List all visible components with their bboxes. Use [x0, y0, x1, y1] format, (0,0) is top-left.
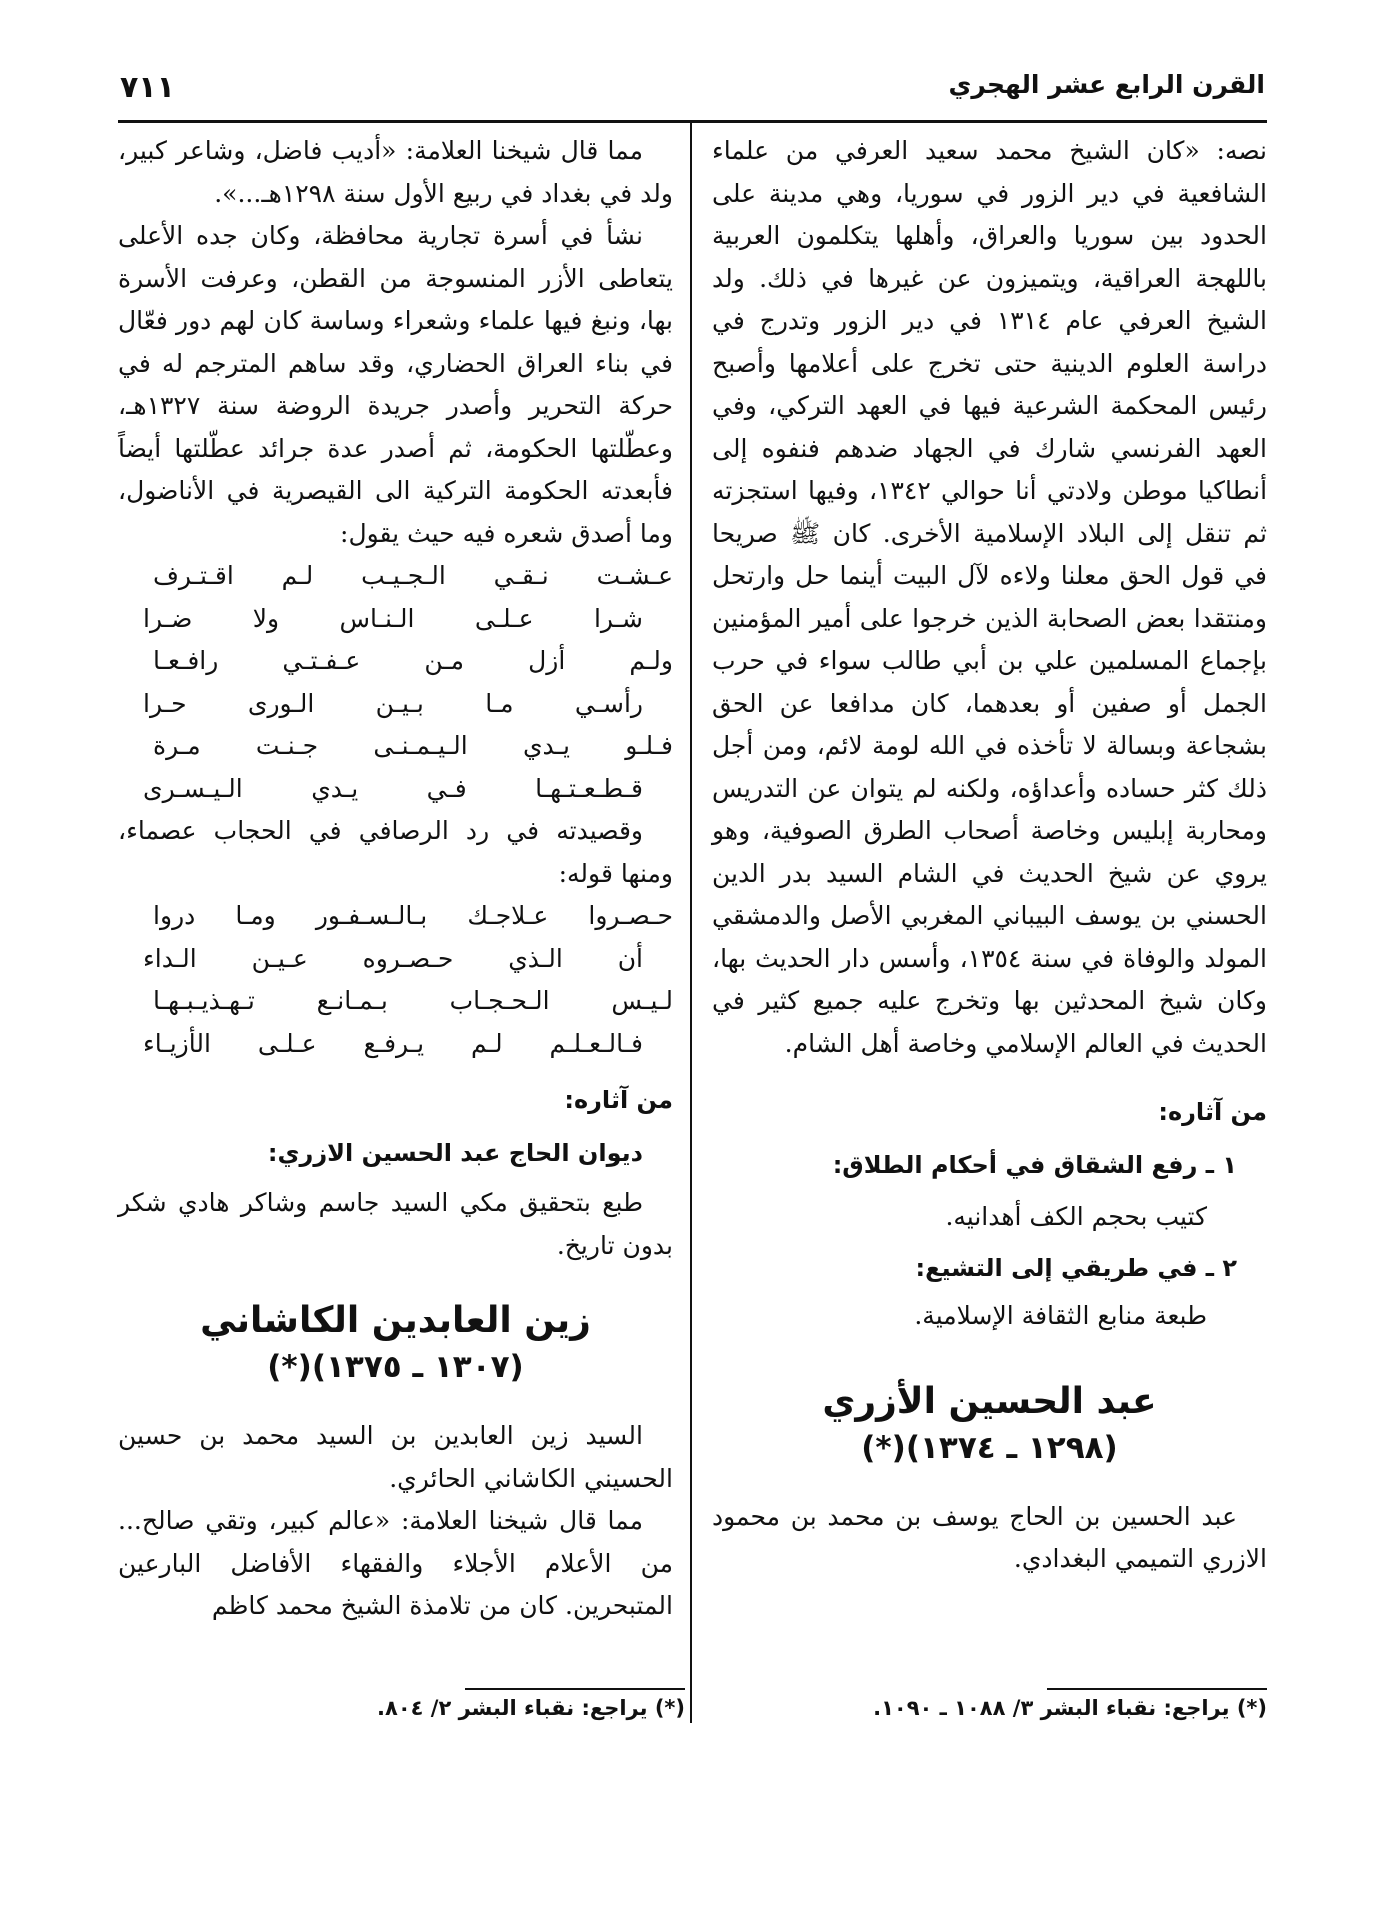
left-column	[118, 130, 673, 1628]
poem-1-line-5	[153, 725, 673, 768]
running-header-title: القرن الرابع عشر الهجري	[948, 70, 1265, 99]
poem-2-line-4	[143, 1023, 673, 1066]
verse-word: بـيـن	[375, 688, 424, 718]
verse-word: مـا	[485, 688, 514, 718]
verse-word: عـلـى	[474, 603, 534, 633]
left-works-heading: من آثاره:	[564, 1086, 673, 1114]
column-divider	[690, 123, 692, 1723]
verse-word: ضـرا	[143, 603, 193, 633]
left-work-note: طبع بتحقيق مكي السيد جاسم وشاكر هادي شكر بدون تاريخ.	[118, 1188, 673, 1260]
verse-word: مـرة	[153, 731, 201, 760]
right-works-heading: من آثاره:	[1158, 1098, 1267, 1126]
right-work-2-title: ٢ ـ في طريقي إلى التشيع:	[915, 1253, 1237, 1282]
left-paragraph-3: وقصيدته في رد الرصافي في الحجاب عصماء، ومنها قوله:	[118, 816, 673, 888]
page-number: ٧١١	[120, 70, 175, 105]
verse-word: ولـم	[629, 646, 673, 675]
verse-word: الـورى	[247, 688, 315, 718]
poem-1-line-1	[153, 555, 673, 598]
verse-word: رافـعـا	[153, 646, 219, 675]
poem-2-line-3	[153, 980, 673, 1023]
left-bio-paragraph-1: السيد زين العابدين بن السيد محمد بن حسين الحسيني الكاشاني الحائري.	[118, 1421, 673, 1493]
right-work-2-note: طبعة منابع الثقافة الإسلامية.	[914, 1301, 1207, 1330]
verse-word: الـجـيـب	[361, 561, 446, 590]
verse-word: حـصـروه	[362, 943, 454, 973]
poem-2	[118, 895, 673, 1065]
footnote-right: (*) يراجع: نقباء البشر ٣/ ١٠٨٨ ـ ١٠٩٠.	[873, 1696, 1267, 1720]
verse-word: ومـا	[235, 901, 276, 930]
verse-word: الـداء	[143, 943, 197, 973]
verse-word: يـرفـع	[363, 1028, 425, 1058]
verse-word: الـذي	[508, 943, 563, 973]
verse-word: الـيـمـنـى	[373, 731, 468, 760]
verse-word: مـن	[424, 646, 465, 675]
verse-word: حـصـروا	[588, 901, 673, 930]
verse-word: عـلاجـك	[467, 901, 549, 930]
left-work-title: ديوان الحاج عبد الحسين الازري:	[267, 1138, 643, 1167]
verse-word: تـهـذيـبـهـا	[153, 986, 255, 1015]
verse-word: قـطـعـتـهـا	[535, 773, 643, 803]
left-paragraph-2: نشأ في أسرة تجارية محافظة، وكان جده الأعلى يتعاطى الأزر المنسوجة من القطن، وعرفت الأسرة بها، ونبغ فيها علماء وشعراء وساسة كان لهم دور فعّال في بناء العراق الحضاري، وقد ساهم المترجم له في حركة التحرير وأصدر جريدة الروضة سنة ١٣٢٧هـ، وعطّلتها الحكومة، ثم أصدر عدة جرائد عطّلتها أيضاً فأبعدته الحكومة التركية الى القيصرية في الأناضول، وما أصدق شعره فيه حيث يقول:	[118, 221, 673, 548]
right-bio-years: (١٢٩٨ ـ ١٣٧٤)(*)	[861, 1429, 1118, 1466]
poem-1-line-2	[143, 598, 673, 641]
verse-word: فـالـعـلـم	[549, 1028, 643, 1058]
header-rule	[118, 120, 1267, 123]
poem-2-line-1	[153, 895, 673, 938]
left-paragraph-1: مما قال شيخنا العلامة: «أديب فاضل، وشاعر كبير، ولد في بغداد في ربيع الأول سنة ١٢٩٨هـ...».	[118, 136, 673, 208]
right-column	[712, 130, 1267, 1581]
poem-1-line-4	[143, 683, 673, 726]
verse-word: اقـتـرف	[153, 561, 234, 590]
left-bio-title: زين العابدين الكاشاني	[200, 1300, 591, 1341]
verse-word: لـم	[281, 561, 314, 590]
verse-word: يـدي	[311, 773, 359, 803]
verse-word: فـي	[426, 773, 467, 803]
verse-word: عـيـن	[251, 943, 308, 973]
right-bio-paragraph: عبد الحسين بن الحاج يوسف بن محمد بن محمود الازري التميمي البغدادي.	[712, 1501, 1267, 1573]
verse-word: لـيـس	[611, 986, 673, 1015]
verse-word: بـمـانـع	[316, 986, 388, 1015]
right-work-1-note: كتيب بحجم الكف أهدانيه.	[945, 1202, 1207, 1231]
verse-word: بـالـسـفـور	[315, 901, 428, 930]
verse-word: عـلـى	[257, 1028, 317, 1058]
right-paragraph-1: نصه: «كان الشيخ محمد سعيد العرفي من علماء الشافعية في دير الزور في سوريا، وهي مدينة على الحدود بين سوريا والعراق، وأهلها يتكلمون العربية باللهجة العراقية، ويتميزون عن غيرها في ذلك. ولد الشيخ العرفي عام ١٣١٤ في دير الزور وتدرج في دراسة العلوم الدينية حتى تخرج على أعلامها وأصبح رئيس المحكمة الشرعية فيها في العهد التركي، وفي العهد الفرنسي شارك في الجهاد ضدهم فنفوه إلى أنطاكيا موطن ولادتي أنا حوالي ١٣٤٢، وفيها استجزته ثم تنقل إلى البلاد الإسلامية الأخرى. كان ﷺ صريحا في قول الحق معلنا ولاءه لآل البيت أينما حل وارتحل ومنتقدا بعض الصحابة الذين خرجوا على أمير المؤمنين بإجماع المسلمين علي بن أبي طالب سواء في حرب الجمل أو صفين أو بعدهما، كان مدافعا عن الحق بشجاعة وبسالة لا تأخذه في الله لومة لائم، ومن أجل ذلك كثر حساده وأعداؤه، ولكنه لم يتوان عن التدريس ومحاربة إبليس وخاصة أصحاب الطرق الصوفية، وهو يروي عن شيخ الحديث في الشام السيد بدر الدين الحسني بن يوسف البيباني المغربي الأصل والدمشقي المولد والوفاة في سنة ١٣٥٤، وأسس دار الحديث بها، وكان شيخ المحدثين بها وتخرج عليه جميع كثير في الحديث في العالم الإسلامي وخاصة أهل الشام.	[712, 136, 1268, 1058]
verse-word: أزل	[528, 646, 566, 675]
footnote-rule-right	[1047, 1688, 1267, 1690]
verse-word: الـنـاس	[339, 603, 415, 633]
left-bio-paragraph-2: مما قال شيخنا العلامة: «عالم كبير، وتقي صالح... من الأعلام الأجلاء والفقهاء الأفاضل البارعين المتبحرين. كان من تلامذة الشيخ محمد كاظم	[118, 1506, 673, 1620]
verse-word: فـلـو	[625, 731, 673, 760]
poem-1	[118, 555, 673, 810]
verse-word: يـدي	[522, 731, 570, 760]
verse-word: الأزيـاء	[143, 1028, 211, 1058]
verse-word: عـشـت	[596, 561, 673, 590]
verse-word: جـنـت	[255, 731, 319, 760]
verse-word: لـم	[471, 1028, 503, 1058]
footnote-rule-left	[465, 1688, 685, 1690]
verse-word: عـفـتـي	[282, 646, 361, 675]
poem-1-line-6	[143, 768, 673, 811]
verse-word: نـقـي	[493, 561, 549, 590]
verse-word: حـرا	[143, 688, 187, 718]
verse-word: الـيـسـرى	[143, 773, 243, 803]
verse-word: الـحـجـاب	[449, 986, 550, 1015]
poem-2-line-2	[143, 938, 673, 981]
verse-word: ولا	[252, 603, 280, 633]
verse-word: أن	[617, 943, 643, 973]
left-bio-years: (١٣٠٧ ـ ١٣٧٥)(*)	[267, 1349, 524, 1385]
footnote-left: (*) يراجع: نقباء البشر ٢/ ٨٠٤.	[377, 1696, 685, 1720]
verse-word: شـرا	[593, 603, 643, 633]
poem-1-line-3	[153, 640, 673, 683]
right-bio-title: عبد الحسين الأزري	[822, 1380, 1157, 1422]
right-work-1-title: ١ ـ رفع الشقاق في أحكام الطلاق:	[832, 1150, 1237, 1179]
verse-word: رأسـي	[574, 688, 643, 718]
verse-word: دروا	[153, 901, 196, 930]
